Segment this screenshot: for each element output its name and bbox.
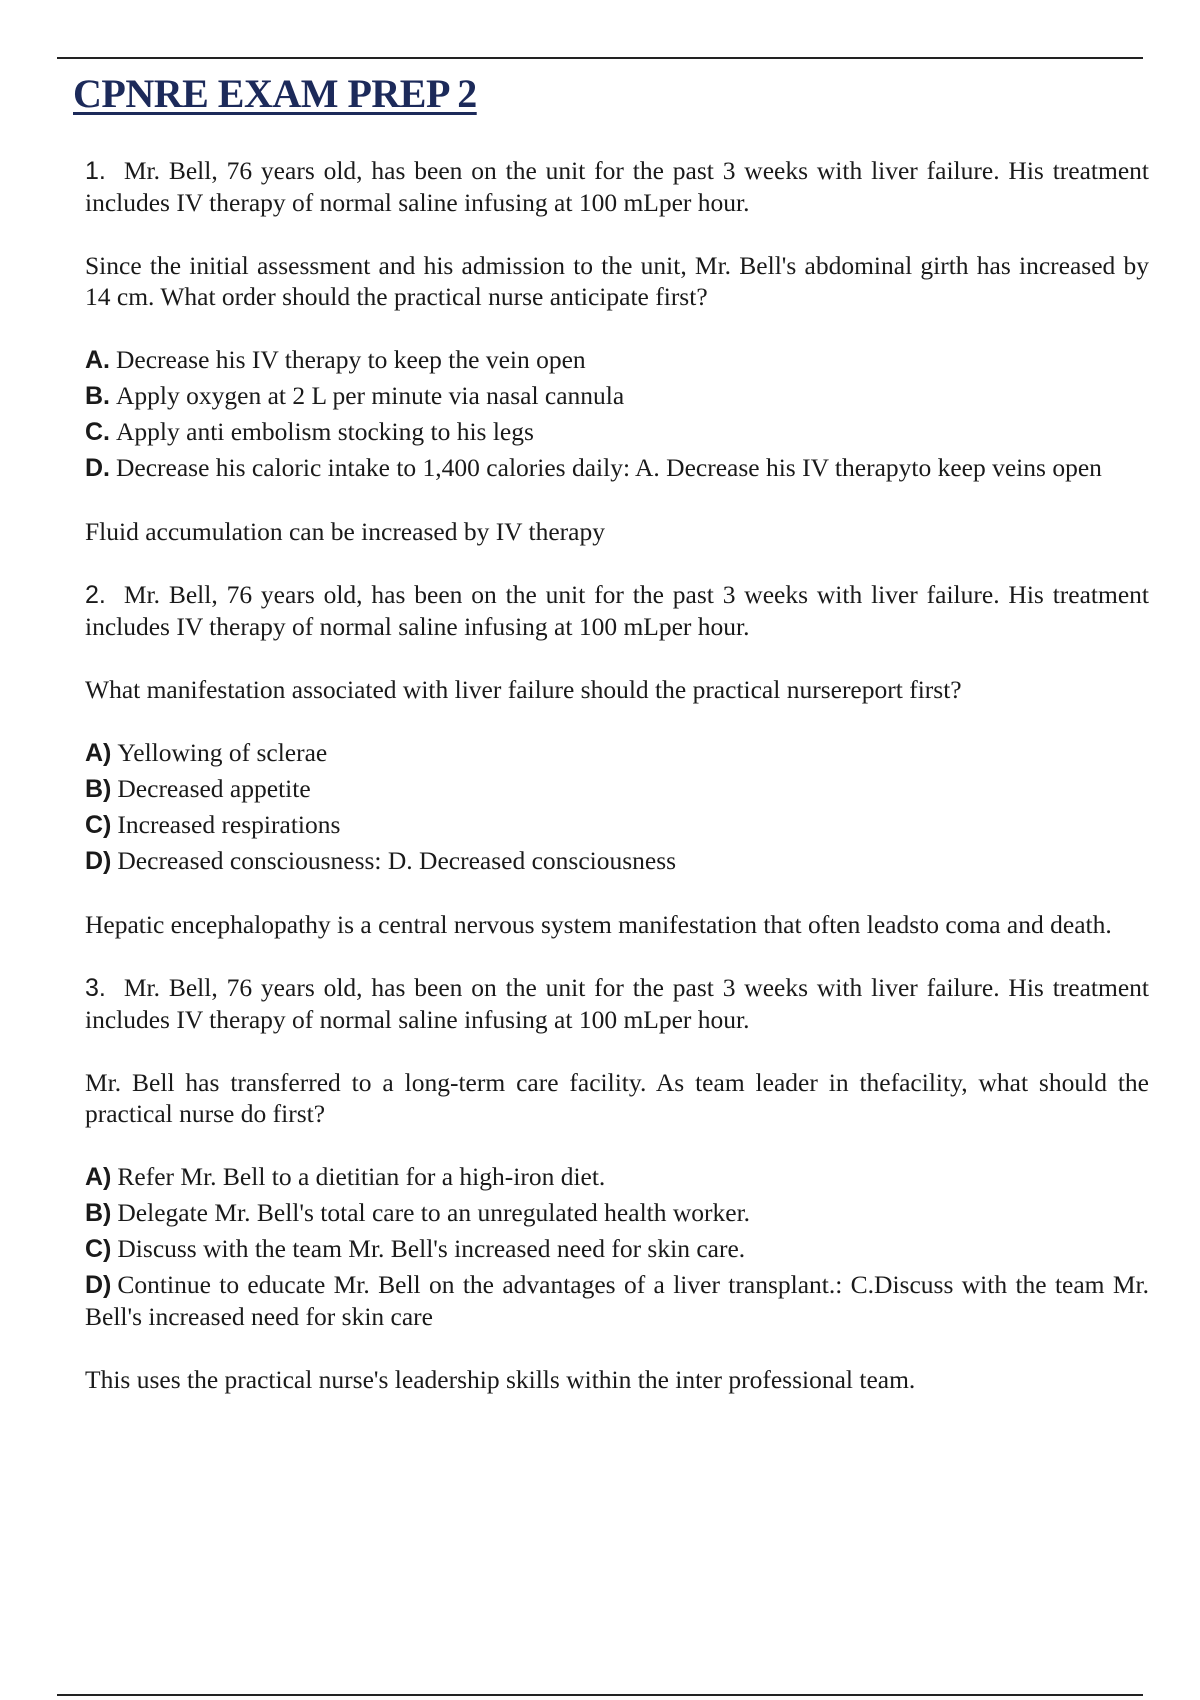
question-stem: What manifestation associated with liver failure should the practical nursereport first?	[85, 675, 962, 704]
option-label: D)	[85, 1271, 112, 1299]
question-block	[85, 972, 1149, 1395]
scenario-text: Mr. Bell, 76 years old, has been on the unit for the past 3 weeks with liver failure. His treatment includes IV therapy of normal saline infusing at 100 mLper hour.	[85, 156, 1149, 217]
answer-option	[85, 737, 1149, 769]
option-label: C.	[85, 418, 110, 446]
option-text: Decreased appetite	[117, 774, 311, 803]
option-label: A)	[85, 739, 112, 767]
option-label: A)	[85, 1163, 112, 1191]
option-text: Decrease his IV therapy to keep the vein open	[116, 345, 586, 374]
option-label: B.	[85, 382, 110, 410]
question-scenario	[85, 579, 1149, 642]
option-text: Decrease his caloric intake to 1,400 calories daily: A. Decrease his IV therapyto keep veins open	[116, 453, 1102, 482]
document-body	[85, 155, 1149, 1427]
answer-option	[85, 1161, 1149, 1193]
question-stem: Mr. Bell has transferred to a long-term care facility. As team leader in thefacility, what should the practical nurse do first?	[85, 1068, 1149, 1128]
option-label: C)	[85, 811, 112, 839]
option-text: Delegate Mr. Bell's total care to an unregulated health worker.	[117, 1198, 751, 1227]
answer-option	[85, 344, 1149, 376]
question-stem: Since the initial assessment and his admission to the unit, Mr. Bell's abdominal girth has increased by 14 cm. What order should the practical nurse anticipate first?	[85, 251, 1149, 311]
option-label: B)	[85, 1199, 112, 1227]
rationale: Fluid accumulation can be increased by IV therapy	[85, 517, 605, 546]
option-text: Continue to educate Mr. Bell on the advantages of a liver transplant.: C.Discuss with the team Mr. Bell's increased need for skin care	[85, 1270, 1149, 1331]
options-list	[85, 1161, 1149, 1332]
option-label: C)	[85, 1235, 112, 1263]
page-title: CPNRE EXAM PREP 2	[73, 71, 477, 116]
option-label: B)	[85, 775, 112, 803]
answer-option	[85, 773, 1149, 805]
answer-option	[85, 452, 1149, 484]
option-text: Decreased consciousness: D. Decreased consciousness	[117, 846, 677, 875]
scenario-text: Mr. Bell, 76 years old, has been on the unit for the past 3 weeks with liver failure. His treatment includes IV therapy of normal saline infusing at 100 mLper hour.	[85, 973, 1149, 1034]
question-scenario	[85, 972, 1149, 1035]
question-number: 1.	[85, 157, 106, 185]
options-list	[85, 737, 1149, 877]
answer-option	[85, 845, 1149, 877]
question-number: 2.	[85, 581, 106, 609]
answer-option	[85, 380, 1149, 412]
answer-option	[85, 1233, 1149, 1265]
option-label: D.	[85, 454, 110, 482]
top-rule	[57, 57, 1143, 59]
option-label: A.	[85, 346, 110, 374]
answer-option	[85, 809, 1149, 841]
option-text: Refer Mr. Bell to a dietitian for a high-iron diet.	[117, 1162, 606, 1191]
question-block	[85, 155, 1149, 547]
bottom-rule	[57, 1694, 1143, 1696]
rationale: This uses the practical nurse's leadership skills within the inter professional team.	[85, 1365, 916, 1394]
answer-option	[85, 416, 1149, 448]
rationale: Hepatic encephalopathy is a central nervous system manifestation that often leadsto coma and death.	[85, 910, 1112, 939]
answer-option	[85, 1197, 1149, 1229]
option-text: Apply oxygen at 2 L per minute via nasal cannula	[116, 381, 625, 410]
option-text: Discuss with the team Mr. Bell's increased need for skin care.	[117, 1234, 746, 1263]
scenario-text: Mr. Bell, 76 years old, has been on the unit for the past 3 weeks with liver failure. His treatment includes IV therapy of normal saline infusing at 100 mLper hour.	[85, 580, 1149, 641]
question-block	[85, 579, 1149, 940]
options-list	[85, 344, 1149, 484]
option-text: Apply anti embolism stocking to his legs	[116, 417, 534, 446]
option-text: Increased respirations	[117, 810, 341, 839]
question-number: 3.	[85, 974, 106, 1002]
option-label: D)	[85, 847, 112, 875]
question-scenario	[85, 155, 1149, 218]
answer-option	[85, 1269, 1149, 1332]
option-text: Yellowing of sclerae	[117, 738, 328, 767]
